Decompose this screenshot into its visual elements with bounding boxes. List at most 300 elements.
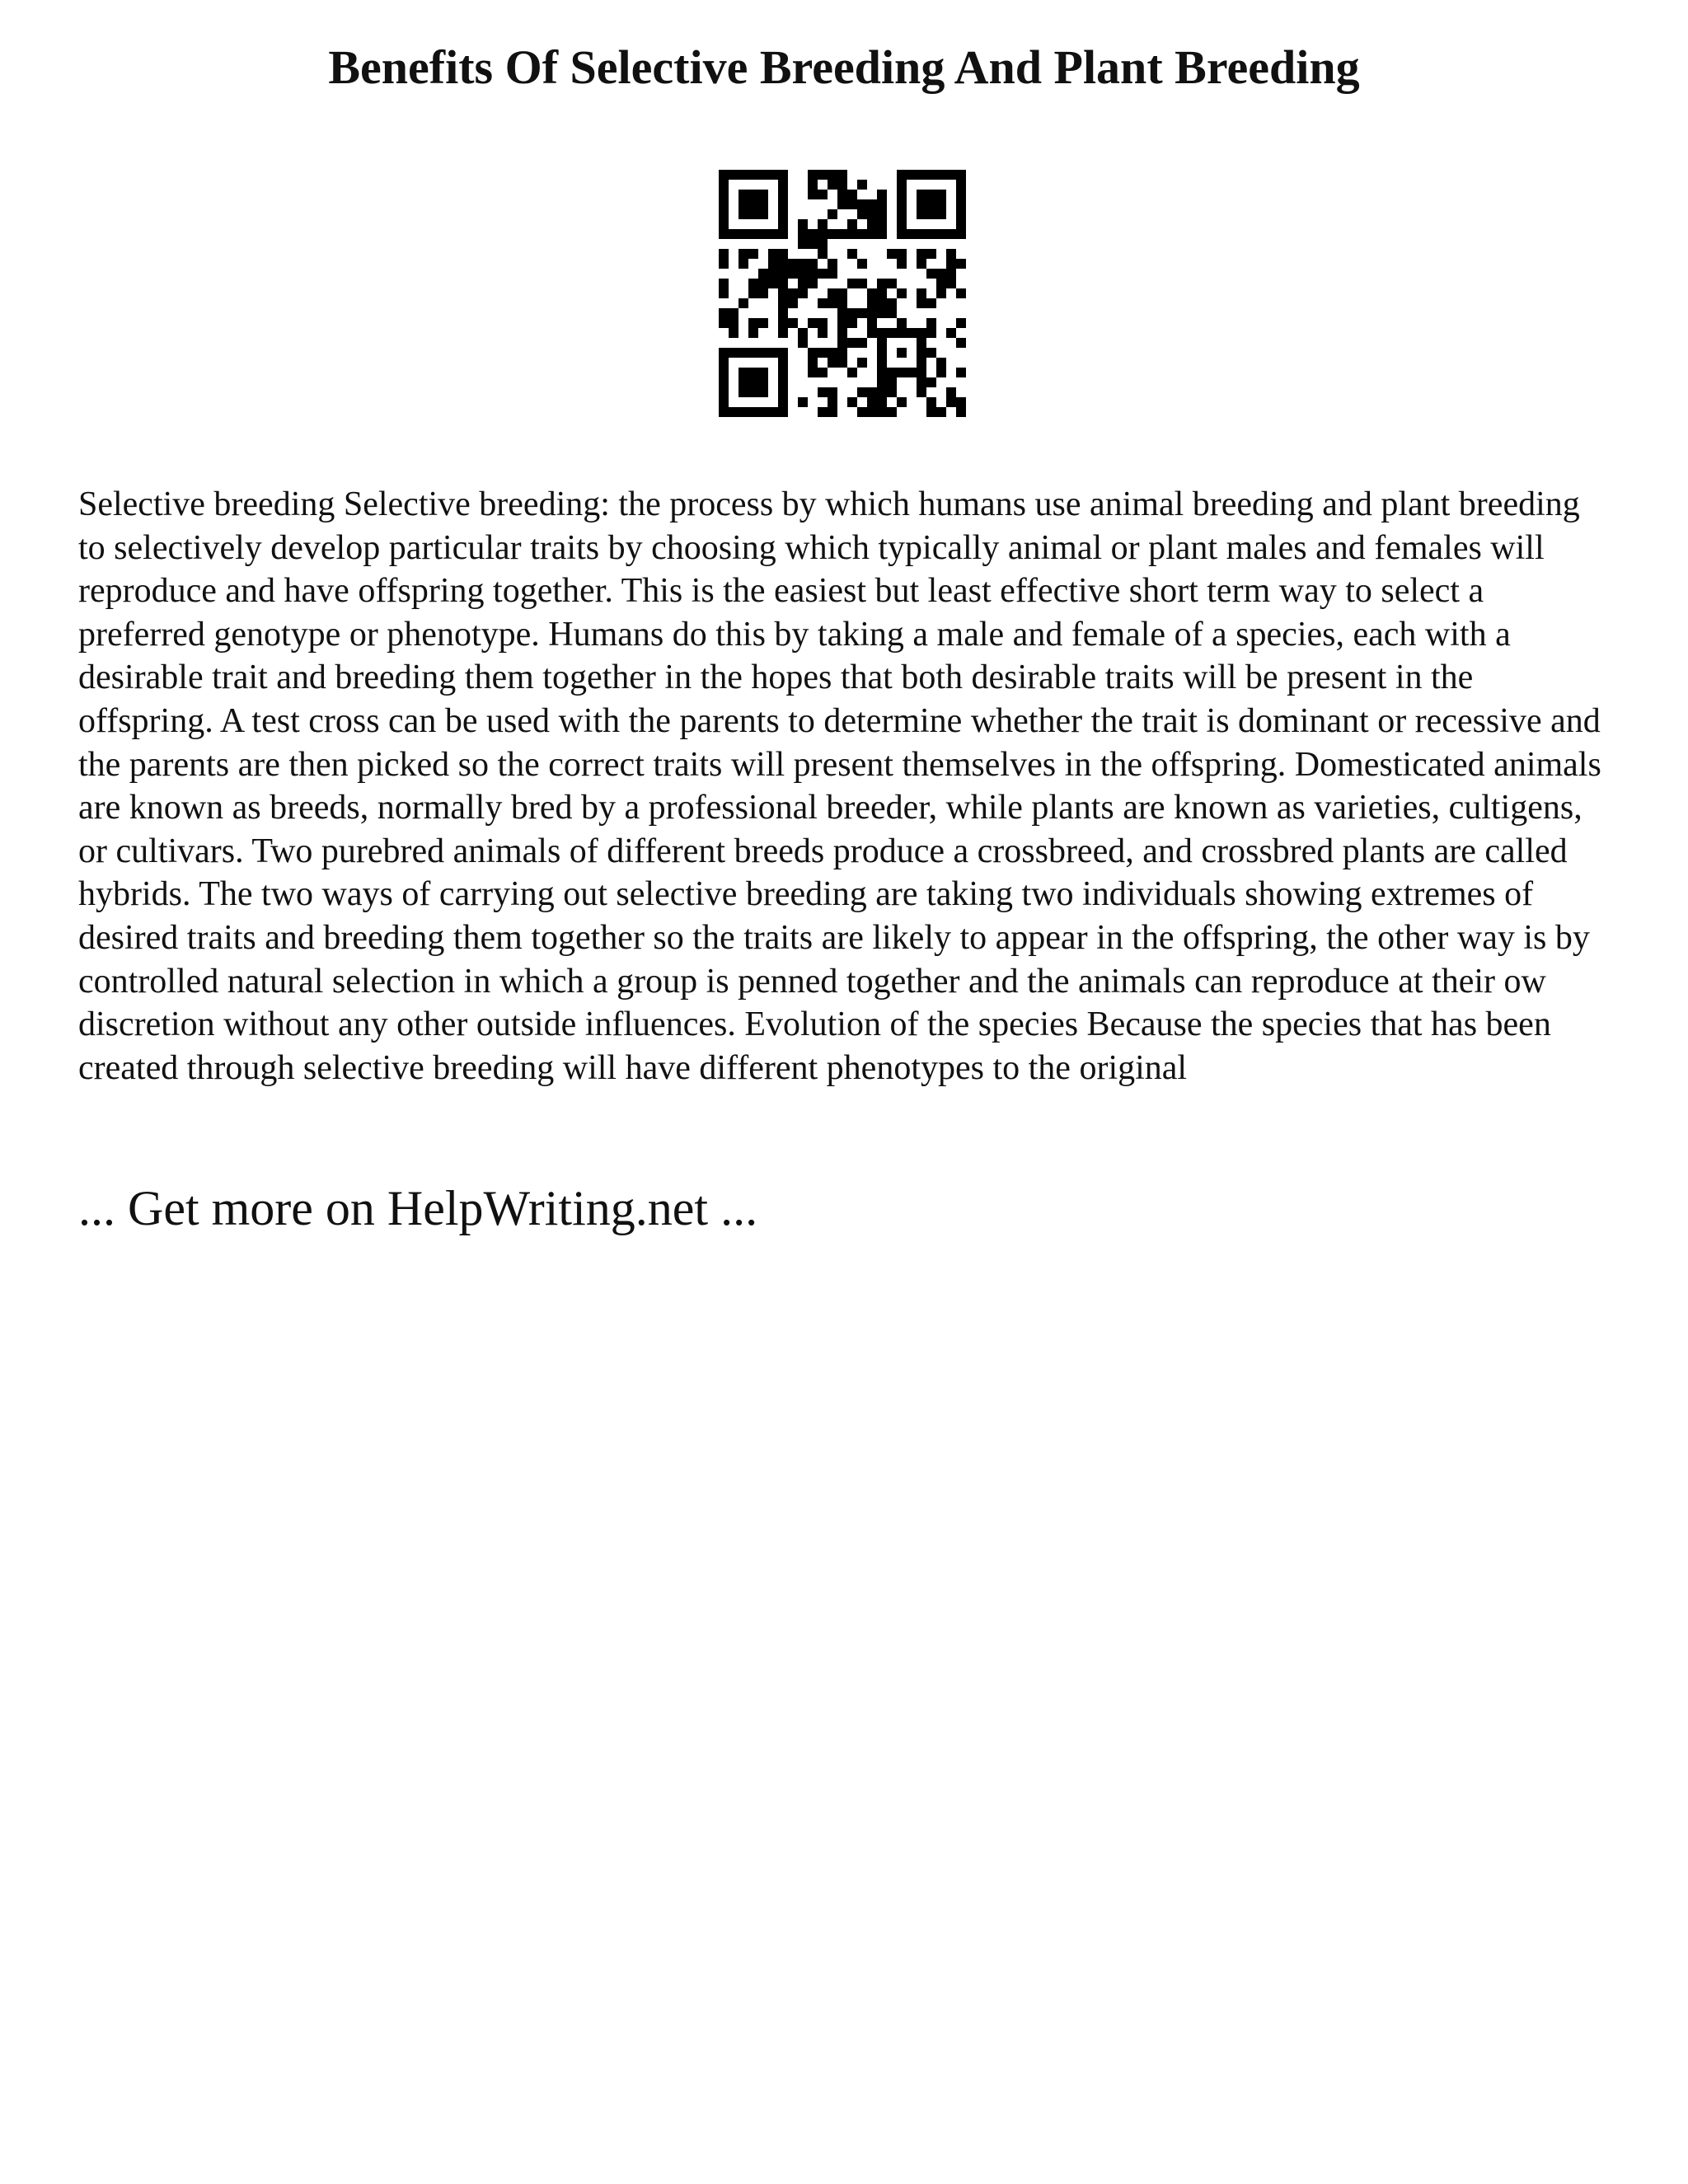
qr-module	[897, 348, 907, 358]
qr-module	[946, 328, 956, 338]
qr-module	[778, 170, 788, 180]
qr-module	[748, 328, 758, 338]
qr-module	[837, 190, 847, 199]
qr-module	[946, 170, 956, 180]
qr-module	[818, 407, 828, 417]
qr-module	[867, 328, 877, 338]
qr-module	[818, 387, 828, 397]
qr-module	[818, 239, 828, 249]
qr-module	[758, 377, 768, 387]
qr-module	[926, 190, 936, 199]
qr-module	[857, 387, 867, 397]
qr-module	[867, 298, 877, 308]
qr-module	[828, 288, 837, 298]
qr-module	[748, 348, 758, 358]
qr-module	[917, 368, 926, 377]
qr-module	[837, 328, 847, 338]
qr-module	[788, 259, 798, 269]
qr-module	[857, 209, 867, 219]
qr-module	[936, 407, 946, 417]
qr-module	[719, 259, 729, 269]
qr-module	[738, 190, 748, 199]
qr-module	[758, 269, 768, 279]
qr-module	[758, 170, 768, 180]
qr-module	[867, 288, 877, 298]
qr-module	[778, 259, 788, 269]
qr-module	[828, 229, 837, 239]
qr-module	[758, 190, 768, 199]
qr-module	[768, 170, 778, 180]
qr-module	[917, 259, 926, 269]
qr-module	[926, 377, 936, 387]
qr-module	[778, 190, 788, 199]
qr-module	[828, 407, 837, 417]
qr-module	[778, 269, 788, 279]
qr-module	[917, 288, 926, 298]
qr-module	[788, 298, 798, 308]
qr-module	[837, 348, 847, 358]
qr-module	[917, 229, 926, 239]
qr-module	[798, 288, 808, 298]
qr-module	[828, 170, 837, 180]
qr-module	[917, 298, 926, 308]
qr-module	[917, 209, 926, 219]
qr-module	[917, 199, 926, 209]
qr-module	[748, 387, 758, 397]
qr-module	[729, 328, 738, 338]
qr-module	[917, 249, 926, 259]
qr-module	[719, 199, 729, 209]
qr-module	[847, 190, 857, 199]
qr-module	[877, 338, 887, 348]
qr-module	[897, 397, 907, 407]
qr-module	[887, 298, 897, 308]
qr-module	[907, 170, 917, 180]
qr-module	[788, 288, 798, 298]
qr-module	[778, 219, 788, 229]
qr-module	[808, 229, 818, 239]
qr-module	[877, 219, 887, 229]
qr-module	[748, 170, 758, 180]
qr-module	[778, 348, 788, 358]
qr-module	[867, 219, 877, 229]
qr-module	[897, 288, 907, 298]
qr-module	[768, 269, 778, 279]
qr-module	[857, 358, 867, 368]
qr-module	[956, 229, 966, 239]
qr-module	[946, 229, 956, 239]
qr-module	[897, 209, 907, 219]
qr-module	[867, 407, 877, 417]
qr-module	[897, 328, 907, 338]
qr-module	[857, 308, 867, 318]
qr-module	[719, 288, 729, 298]
qr-module	[729, 318, 738, 328]
qr-module	[877, 377, 887, 387]
qr-module	[818, 318, 828, 328]
qr-module	[936, 229, 946, 239]
qr-module	[857, 259, 867, 269]
qr-module	[887, 328, 897, 338]
qr-module	[917, 190, 926, 199]
qr-module	[758, 407, 768, 417]
qr-module	[719, 190, 729, 199]
qr-module	[758, 199, 768, 209]
qr-module	[837, 229, 847, 239]
qr-module	[837, 318, 847, 328]
qr-module	[877, 190, 887, 199]
qr-module	[867, 308, 877, 318]
qr-module	[867, 209, 877, 219]
qr-module	[936, 190, 946, 199]
qr-module	[768, 279, 778, 288]
qr-module	[946, 279, 956, 288]
qr-module	[857, 407, 867, 417]
qr-module	[847, 229, 857, 239]
qr-module	[818, 348, 828, 358]
qr-module	[936, 209, 946, 219]
qr-module	[877, 397, 887, 407]
qr-module	[778, 298, 788, 308]
qr-module	[926, 397, 936, 407]
qr-module	[877, 328, 887, 338]
qr-module	[719, 249, 729, 259]
qr-module	[956, 199, 966, 209]
qr-module	[877, 288, 887, 298]
qr-module	[778, 180, 788, 190]
qr-module	[837, 358, 847, 368]
qr-module	[748, 209, 758, 219]
qr-module	[877, 279, 887, 288]
qr-module	[808, 180, 818, 190]
qr-module	[758, 279, 768, 288]
qr-module	[748, 377, 758, 387]
qr-module	[956, 288, 966, 298]
qr-module	[877, 308, 887, 318]
qr-module	[897, 259, 907, 269]
qr-module	[867, 229, 877, 239]
qr-module	[847, 397, 857, 407]
qr-module	[917, 338, 926, 348]
qr-module	[758, 229, 768, 239]
qr-module	[798, 269, 808, 279]
qr-module	[748, 279, 758, 288]
qr-module	[778, 368, 788, 377]
qr-module	[719, 397, 729, 407]
qr-module	[758, 209, 768, 219]
qr-module	[917, 377, 926, 387]
qr-module	[837, 180, 847, 190]
qr-module	[729, 170, 738, 180]
qr-module	[897, 229, 907, 239]
qr-module	[956, 318, 966, 328]
qr-module	[828, 209, 837, 219]
qr-module	[719, 308, 729, 318]
qr-module	[837, 170, 847, 180]
qr-module	[738, 209, 748, 219]
qr-module	[758, 318, 768, 328]
qr-module	[897, 368, 907, 377]
qr-module	[837, 288, 847, 298]
qr-module	[847, 368, 857, 377]
qr-module	[946, 397, 956, 407]
qr-module	[877, 358, 887, 368]
qr-module	[729, 308, 738, 318]
qr-module	[897, 219, 907, 229]
qr-module	[887, 368, 897, 377]
qr-module	[778, 199, 788, 209]
qr-module	[778, 308, 788, 318]
qr-module	[917, 328, 926, 338]
qr-module	[926, 249, 936, 259]
qr-module	[956, 407, 966, 417]
qr-module	[897, 318, 907, 328]
qr-module	[946, 387, 956, 397]
qr-module	[887, 377, 897, 387]
qr-module	[828, 348, 837, 358]
qr-module	[818, 219, 828, 229]
qr-module	[748, 190, 758, 199]
qr-module	[738, 348, 748, 358]
qr-module	[778, 387, 788, 397]
qr-module	[748, 199, 758, 209]
qr-module	[818, 229, 828, 239]
qr-module	[818, 328, 828, 338]
qr-module	[877, 199, 887, 209]
qr-module	[837, 199, 847, 209]
qr-module	[719, 387, 729, 397]
qr-module	[808, 190, 818, 199]
qr-module	[867, 387, 877, 397]
qr-module	[946, 249, 956, 259]
qr-module	[956, 170, 966, 180]
qr-module	[917, 387, 926, 397]
qr-module	[897, 249, 907, 259]
qr-code-icon	[719, 170, 966, 417]
qr-module	[719, 377, 729, 387]
qr-module	[808, 170, 818, 180]
qr-module	[926, 229, 936, 239]
qr-module	[956, 397, 966, 407]
qr-module	[768, 259, 778, 269]
qr-module	[917, 170, 926, 180]
qr-module	[956, 338, 966, 348]
qr-module	[926, 318, 936, 328]
qr-module	[798, 279, 808, 288]
qr-module	[936, 358, 946, 368]
qr-module	[907, 368, 917, 377]
qr-module	[956, 259, 966, 269]
qr-module	[778, 407, 788, 417]
qr-module	[768, 229, 778, 239]
qr-module	[808, 368, 818, 377]
qr-module	[877, 229, 887, 239]
qr-module	[778, 397, 788, 407]
qr-module	[798, 338, 808, 348]
qr-module	[768, 249, 778, 259]
qr-module	[847, 338, 857, 348]
qr-module	[956, 209, 966, 219]
qr-module	[719, 170, 729, 180]
qr-module	[788, 318, 798, 328]
qr-module	[887, 249, 897, 259]
qr-module	[946, 269, 956, 279]
qr-module	[877, 209, 887, 219]
qr-module	[857, 180, 867, 190]
qr-module	[877, 368, 887, 377]
qr-module	[897, 190, 907, 199]
qr-module	[926, 328, 936, 338]
qr-module	[926, 298, 936, 308]
qr-module	[719, 348, 729, 358]
qr-module	[719, 279, 729, 288]
qr-module	[808, 348, 818, 358]
qr-module	[877, 298, 887, 308]
qr-module	[778, 358, 788, 368]
get-more-link[interactable]: ... Get more on HelpWriting.net ...	[78, 1181, 758, 1235]
qr-module	[738, 377, 748, 387]
qr-module	[738, 407, 748, 417]
qr-module	[818, 170, 828, 180]
qr-module	[808, 239, 818, 249]
qr-module	[778, 328, 788, 338]
qr-module	[847, 219, 857, 229]
qr-code-graphic	[719, 170, 966, 417]
qr-module	[798, 397, 808, 407]
qr-module	[936, 269, 946, 279]
qr-module	[867, 199, 877, 209]
qr-module	[729, 407, 738, 417]
qr-module	[719, 318, 729, 328]
qr-module	[828, 259, 837, 269]
qr-module	[748, 229, 758, 239]
qr-module	[907, 328, 917, 338]
qr-module	[818, 190, 828, 199]
qr-module	[887, 279, 897, 288]
qr-module	[738, 298, 748, 308]
qr-module	[798, 259, 808, 269]
qr-module	[936, 288, 946, 298]
qr-module	[847, 318, 857, 328]
qr-module	[748, 249, 758, 259]
qr-module	[778, 229, 788, 239]
qr-module	[926, 407, 936, 417]
qr-module	[788, 269, 798, 279]
document-body-text: Selective breeding Selective breeding: the process by which humans use animal breeding and plant breeding to selectively develop particular traits by choosing which typically animal or plant males and females will reproduce and have offspring together. This is the easiest but least effective short term way to select a preferred genotype or phenotype. Humans do this by taking a male and female of a species, each with a desirable trait and breeding them together in the hopes that both desirable traits will be present in the offspring. A test cross can be used with the parents to determine whether the trait is dominant or recessive and the parents are then picked so the correct traits will present themselves in the offspring. Domesticated animals are known as breeds, normally bred by a professional breeder, while plants are known as varieties, cultigens, or cultivars. Two purebred animals of different breeds produce a crossbreed, and crossbred plants are called hybrids. The two ways of carrying out selective breeding are taking two individuals showing extremes of desired traits and breeding them together so the traits are likely to appear in the offspring, the other way is by controlled natural selection in which a group is penned together and the animals can reproduce at their ow discretion without any other outside influences. Evolution of the species Because the species that has been created through selective breeding will have different phenotypes to the original	[78, 485, 1601, 1087]
qr-module	[758, 288, 768, 298]
qr-module	[818, 368, 828, 377]
qr-module	[738, 249, 748, 259]
qr-module	[758, 387, 768, 397]
qr-module	[748, 288, 758, 298]
qr-module	[738, 259, 748, 269]
qr-module	[877, 407, 887, 417]
qr-module	[729, 229, 738, 239]
qr-module	[818, 249, 828, 259]
qr-module	[837, 338, 847, 348]
qr-module	[926, 170, 936, 180]
qr-module	[738, 368, 748, 377]
qr-module	[936, 368, 946, 377]
qr-module	[748, 407, 758, 417]
qr-module	[768, 407, 778, 417]
qr-module	[857, 338, 867, 348]
qr-module	[847, 279, 857, 288]
qr-module	[808, 358, 818, 368]
qr-module	[778, 377, 788, 387]
qr-module	[798, 239, 808, 249]
qr-module	[719, 219, 729, 229]
qr-module	[887, 308, 897, 318]
qr-module	[926, 209, 936, 219]
qr-module	[907, 229, 917, 239]
qr-module	[847, 249, 857, 259]
qr-module	[808, 318, 818, 328]
qr-module	[719, 358, 729, 368]
qr-module	[956, 180, 966, 190]
qr-module	[719, 229, 729, 239]
qr-module	[867, 397, 877, 407]
qr-module	[946, 259, 956, 269]
qr-module	[828, 397, 837, 407]
qr-module	[828, 269, 837, 279]
qr-module	[936, 170, 946, 180]
qr-module	[738, 229, 748, 239]
qr-module	[897, 170, 907, 180]
qr-module	[719, 407, 729, 417]
qr-module	[808, 259, 818, 269]
qr-module	[857, 199, 867, 209]
qr-module	[719, 368, 729, 377]
qr-module	[917, 348, 926, 358]
qr-module	[719, 180, 729, 190]
qr-module	[936, 279, 946, 288]
qr-module	[828, 358, 837, 368]
qr-module	[926, 269, 936, 279]
qr-module	[877, 348, 887, 358]
qr-module	[828, 180, 837, 190]
qr-module	[758, 348, 768, 358]
qr-module	[926, 348, 936, 358]
qr-module	[719, 209, 729, 219]
qr-module	[778, 249, 788, 259]
qr-module	[837, 298, 847, 308]
qr-module	[956, 190, 966, 199]
qr-module	[778, 318, 788, 328]
qr-module	[798, 219, 808, 229]
qr-module	[887, 387, 897, 397]
qr-module	[956, 368, 966, 377]
qr-module	[847, 199, 857, 209]
qr-module	[778, 279, 788, 288]
qr-module	[877, 387, 887, 397]
qr-module	[808, 269, 818, 279]
document-title: Benefits Of Selective Breeding And Plant Breeding	[328, 40, 1360, 94]
qr-module	[818, 269, 828, 279]
qr-module	[798, 229, 808, 239]
qr-module	[847, 308, 857, 318]
qr-module	[748, 368, 758, 377]
qr-module	[926, 199, 936, 209]
qr-module	[828, 387, 837, 397]
qr-module	[857, 279, 867, 288]
qr-module	[887, 407, 897, 417]
qr-module	[729, 348, 738, 358]
qr-module	[738, 199, 748, 209]
qr-module	[798, 328, 808, 338]
qr-module	[857, 229, 867, 239]
qr-module	[808, 279, 818, 288]
